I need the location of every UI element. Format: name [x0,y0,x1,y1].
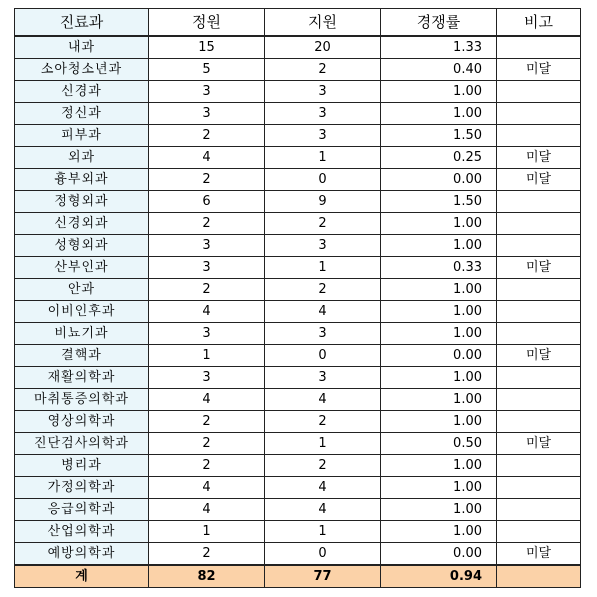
table-row [15,543,581,566]
note-cell: 미달 [497,543,581,566]
residency-table-container [14,8,581,588]
applicants-cell: 2 [265,59,381,81]
header-quota: 정원 [149,9,265,37]
applicants-cell: 1 [265,147,381,169]
table-row [15,169,581,191]
header-ratio: 경쟁률 [381,9,497,37]
total-label: 계 [15,565,149,588]
department-cell: 산부인과 [15,257,149,279]
note-cell [497,323,581,345]
note-cell: 미달 [497,147,581,169]
note-cell [497,81,581,103]
table-row [15,323,581,345]
table-row [15,521,581,543]
applicants-cell: 2 [265,411,381,433]
total-quota: 82 [149,565,265,588]
note-cell [497,191,581,213]
header-row [15,9,581,37]
table-row [15,36,581,59]
note-cell: 미달 [497,59,581,81]
note-cell [497,103,581,125]
quota-cell: 4 [149,477,265,499]
quota-cell: 5 [149,59,265,81]
quota-cell: 4 [149,389,265,411]
applicants-cell: 2 [265,279,381,301]
table-row [15,191,581,213]
ratio-cell: 0.50 [381,433,497,455]
quota-cell: 15 [149,36,265,59]
table-row [15,257,581,279]
header-department: 진료과 [15,9,149,37]
quota-cell: 2 [149,411,265,433]
note-cell [497,477,581,499]
table-row [15,147,581,169]
ratio-cell: 0.00 [381,543,497,566]
quota-cell: 3 [149,323,265,345]
table-row [15,103,581,125]
quota-cell: 1 [149,345,265,367]
department-cell: 외과 [15,147,149,169]
quota-cell: 2 [149,455,265,477]
department-cell: 영상의학과 [15,411,149,433]
quota-cell: 2 [149,213,265,235]
quota-cell: 3 [149,103,265,125]
note-cell [497,499,581,521]
table-row [15,477,581,499]
table-row [15,213,581,235]
total-row [15,565,581,588]
ratio-cell: 1.00 [381,213,497,235]
applicants-cell: 9 [265,191,381,213]
department-cell: 결핵과 [15,345,149,367]
note-cell [497,36,581,59]
note-cell [497,389,581,411]
table-row [15,367,581,389]
ratio-cell: 1.00 [381,103,497,125]
table-row [15,411,581,433]
applicants-cell: 3 [265,235,381,257]
quota-cell: 4 [149,499,265,521]
note-cell [497,279,581,301]
table-row [15,235,581,257]
note-cell [497,125,581,147]
quota-cell: 2 [149,433,265,455]
total-ratio: 0.94 [381,565,497,588]
ratio-cell: 0.00 [381,345,497,367]
quota-cell: 2 [149,279,265,301]
quota-cell: 3 [149,235,265,257]
applicants-cell: 4 [265,301,381,323]
applicants-cell: 2 [265,455,381,477]
department-cell: 소아청소년과 [15,59,149,81]
ratio-cell: 0.25 [381,147,497,169]
note-cell [497,235,581,257]
header-applicants: 지원 [265,9,381,37]
ratio-cell: 1.50 [381,191,497,213]
quota-cell: 4 [149,301,265,323]
table-row [15,455,581,477]
table-row [15,499,581,521]
quota-cell: 6 [149,191,265,213]
applicants-cell: 0 [265,345,381,367]
quota-cell: 3 [149,367,265,389]
note-cell [497,411,581,433]
ratio-cell: 1.00 [381,455,497,477]
ratio-cell: 1.00 [381,235,497,257]
ratio-cell: 1.00 [381,521,497,543]
applicants-cell: 3 [265,81,381,103]
residency-competition-table [14,8,581,588]
department-cell: 내과 [15,36,149,59]
applicants-cell: 3 [265,367,381,389]
department-cell: 비뇨기과 [15,323,149,345]
table-row [15,81,581,103]
department-cell: 흉부외과 [15,169,149,191]
note-cell [497,301,581,323]
quota-cell: 2 [149,125,265,147]
applicants-cell: 1 [265,433,381,455]
department-cell: 안과 [15,279,149,301]
applicants-cell: 20 [265,36,381,59]
table-row [15,345,581,367]
table-row [15,433,581,455]
quota-cell: 4 [149,147,265,169]
ratio-cell: 1.00 [381,477,497,499]
note-cell [497,521,581,543]
applicants-cell: 4 [265,477,381,499]
department-cell: 정형외과 [15,191,149,213]
applicants-cell: 0 [265,543,381,566]
department-cell: 응급의학과 [15,499,149,521]
department-cell: 성형외과 [15,235,149,257]
department-cell: 진단검사의학과 [15,433,149,455]
table-row [15,389,581,411]
table-row [15,279,581,301]
table-row [15,125,581,147]
department-cell: 이비인후과 [15,301,149,323]
note-cell: 미달 [497,433,581,455]
ratio-cell: 0.33 [381,257,497,279]
ratio-cell: 1.33 [381,36,497,59]
table-row [15,59,581,81]
note-cell [497,213,581,235]
ratio-cell: 1.00 [381,279,497,301]
ratio-cell: 1.00 [381,411,497,433]
department-cell: 신경과 [15,81,149,103]
ratio-cell: 1.50 [381,125,497,147]
table-row [15,301,581,323]
applicants-cell: 4 [265,499,381,521]
note-cell [497,455,581,477]
quota-cell: 3 [149,81,265,103]
quota-cell: 2 [149,169,265,191]
applicants-cell: 3 [265,323,381,345]
department-cell: 가정의학과 [15,477,149,499]
note-cell: 미달 [497,345,581,367]
header-note: 비고 [497,9,581,37]
ratio-cell: 1.00 [381,389,497,411]
quota-cell: 1 [149,521,265,543]
applicants-cell: 1 [265,257,381,279]
quota-cell: 2 [149,543,265,566]
note-cell: 미달 [497,257,581,279]
ratio-cell: 1.00 [381,301,497,323]
ratio-cell: 0.40 [381,59,497,81]
department-cell: 예방의학과 [15,543,149,566]
total-applicants: 77 [265,565,381,588]
applicants-cell: 0 [265,169,381,191]
department-cell: 신경외과 [15,213,149,235]
department-cell: 산업의학과 [15,521,149,543]
department-cell: 피부과 [15,125,149,147]
applicants-cell: 1 [265,521,381,543]
department-cell: 병리과 [15,455,149,477]
department-cell: 정신과 [15,103,149,125]
applicants-cell: 2 [265,213,381,235]
ratio-cell: 0.00 [381,169,497,191]
total-note [497,565,581,588]
ratio-cell: 1.00 [381,323,497,345]
note-cell [497,367,581,389]
ratio-cell: 1.00 [381,81,497,103]
department-cell: 재활의학과 [15,367,149,389]
department-cell: 마취통증의학과 [15,389,149,411]
applicants-cell: 4 [265,389,381,411]
applicants-cell: 3 [265,125,381,147]
quota-cell: 3 [149,257,265,279]
ratio-cell: 1.00 [381,499,497,521]
applicants-cell: 3 [265,103,381,125]
ratio-cell: 1.00 [381,367,497,389]
note-cell: 미달 [497,169,581,191]
